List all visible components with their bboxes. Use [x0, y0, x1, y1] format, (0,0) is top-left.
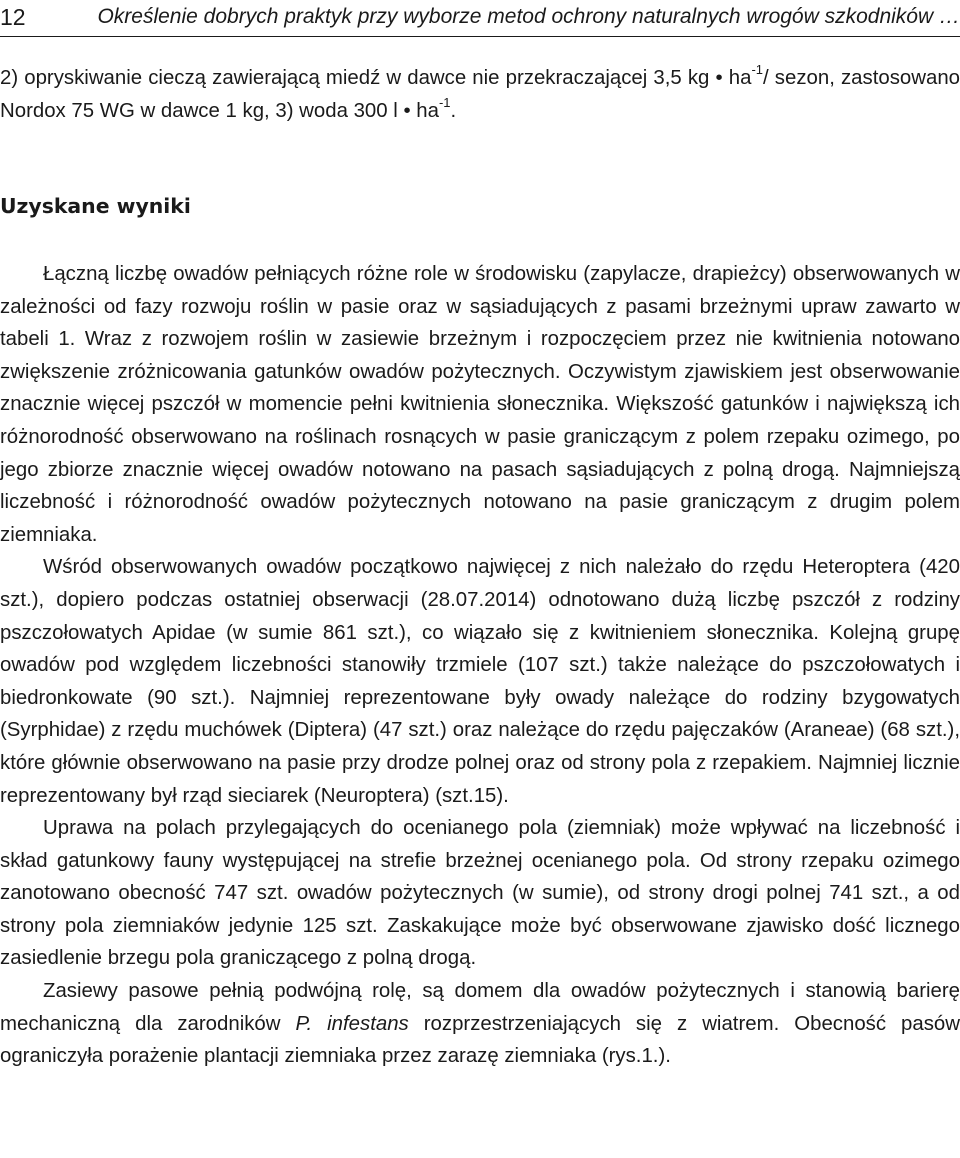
paragraph-4-text-start: Zasiewy pasowe pełnią podwójną rolę, są domem dla owadów pożytecznych i stanowią barierę mechaniczną dla zarodników	[0, 980, 960, 1035]
running-title: Określenie dobrych praktyk przy wyborze metod ochrony naturalnych wrogów szkodników …	[97, 5, 960, 28]
header-rule	[0, 36, 960, 37]
intro-text	[0, 62, 960, 127]
paragraph-4-text-end: rozprzestrzeniających się z wiatrem. Obecność pasów ograniczyła porażenie plantacji ziemniaka przez zarazę ziemniaka (rys.1.).	[0, 1012, 960, 1068]
intro-text-part2: / sezon, zastosowano Nordox 75 WG w dawce 1 kg, 3) woda 300 l • ha	[0, 67, 960, 122]
paragraph-3: Uprawa na polach przylegających do ocenianego pola (ziemniak) może wpływać na liczebność i skład gatunkowy fauny występującej na strefie brzeżnej ocenianego pola. Od strony rzepaku ozimego zanotowano obecność 747 szt. owadów pożytecznych (w sumie), od strony drogi polnej 741 szt., a od strony pola ziemniaków jedynie 125 szt. Zaskakujące może być obserwowane zjawisko dość licznego zasiedlenie brzegu pola graniczącego z polną drogą.	[0, 817, 960, 970]
paragraph-4	[0, 975, 960, 1073]
results-section	[0, 258, 960, 1073]
section-heading: Uzyskane wyniki	[0, 194, 191, 218]
species-name: P. infestans	[295, 1012, 409, 1035]
intro-text-part1: 2) opryskiwanie cieczą zawierającą miedź w dawce nie przekraczającej 3,5 kg • ha	[0, 67, 752, 89]
paragraph-2: Wśród obserwowanych owadów początkowo najwięcej z nich należało do rzędu Heteroptera (420 szt.), dopiero podczas ostatniej obserwacji (28.07.2014) odnotowano dużą liczbę pszczół z rodziny pszczołowatych Apidae (w sumie 861 szt.), co wiązało się z kwitnieniem słonecznika. Kolejną grupę owadów pod względem liczebności stanowiły trzmiele (107 szt.) także należące do pszczołowatych i biedronkowate (90 szt.). Najmniej reprezentowane były owady należące do rodziny bzygowatych (Syrphidae) z rzędu muchówek (Diptera) (47 szt.) oraz należące do rzędu pajęczaków (Araneae) (68 szt.), które głównie obserwowano na pasie przy drodze polnej oraz od strony pola z rzepakiem. Najmniej licznie reprezentowany był rząd sieciarek (Neuroptera) (szt.15).	[0, 556, 960, 807]
intro-superscript-1: -1	[751, 62, 764, 78]
page-number: 12	[0, 4, 26, 30]
running-header	[0, 0, 960, 36]
intro-text-part3: .	[450, 99, 457, 122]
intro-superscript-2: -1	[438, 94, 451, 110]
intro-paragraph	[0, 62, 960, 127]
paragraph-1: Łączną liczbę owadów pełniących różne role w środowisku (zapylacze, drapieżcy) obserwowanych w zależności od fazy rozwoju roślin w pasie oraz w sąsiadujących z pasami brzeżnymi upraw zawarto w tabeli 1. Wraz z rozwojem roślin w zasiewie brzeżnym i rozpoczęciem przez nie kwitnienia notowano zwiększenie zróżnicowania gatunków owadów pożytecznych. Oczywistym zjawiskiem jest obserwowanie znacznie więcej pszczół w momencie pełni kwitnienia słonecznika. Większość gatunków i największą ich różnorodność obserwowano na roślinach rosnących w pasie graniczącym z polem rzepaku ozimego, po jego zbiorze znacznie więcej owadów notowano na pasach sąsiadujących z polną drogą. Najmniejszą liczebność i różnorodność owadów pożytecznych notowano na pasie granicząсym z drugim polem ziemniaka.	[0, 263, 960, 546]
